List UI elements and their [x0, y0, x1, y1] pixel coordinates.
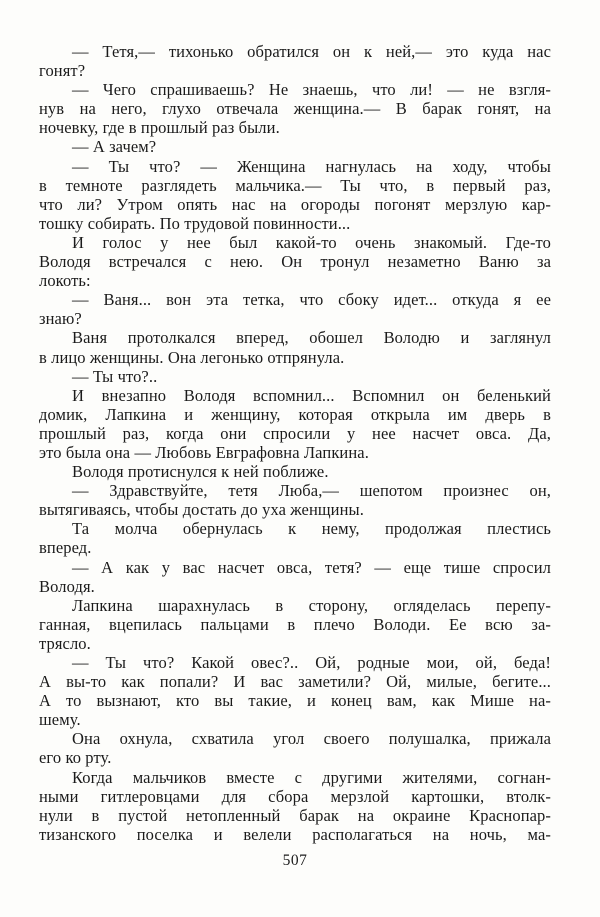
text-line: Та молча обернулась к нему, продолжая плестись: [72, 519, 551, 539]
text-line: Ваня протолкался вперед, обошел Володю и заглянул: [72, 328, 551, 348]
text-line: — Ты что? — Женщина нагнулась на ходу, чтобы: [72, 156, 551, 176]
text-line: А вы-то как попали? И вас заметили? Ой, милые, бегите...: [39, 672, 551, 692]
text-line: в лицо женщины. Она легонько отпрянула.: [39, 347, 345, 367]
text-line: что ли? Утром опять нас на огороды погонят мерзлую кар-: [39, 194, 551, 214]
text-line: ганная, вцепилась пальцами в плечо Володи. Ее всю за-: [39, 614, 551, 634]
text-line: А то вызнают, кто вы такие, и конец вам, как Мише на-: [39, 691, 551, 711]
text-line: — Тетя,— тихонько обратился он к ней,— это куда нас: [72, 42, 551, 61]
text-line: локоть:: [39, 271, 91, 291]
text-line: шему.: [39, 710, 81, 730]
text-line: знаю?: [39, 309, 82, 329]
text-line: вперед.: [39, 538, 92, 558]
text-line: И внезапно Володя вспомнил... Вспомнил он беленький: [72, 385, 551, 405]
text-line: Лапкина шарахнулась в сторону, огляделась перепу-: [72, 595, 551, 615]
text-line: — Ваня... вон эта тетка, что сбоку идет... откуда я ее: [72, 290, 551, 310]
text-line: — А как у вас насчет овса, тетя? — еще тише спросил: [72, 557, 551, 577]
text-line: тизанского поселка и велели располагаться на ночь, ма-: [39, 824, 551, 844]
page-text-block: [39, 42, 551, 844]
text-line: Володя протиснулся к ней поближе.: [72, 462, 329, 482]
text-line: вытягиваясь, чтобы достать до уха женщины.: [39, 500, 364, 520]
text-line: Она охнула, схватила угол своего полушалка, прижала: [72, 729, 551, 749]
text-line: нули в пустой нетопленный барак на окраине Краснопар-: [39, 805, 551, 825]
text-line: ными гитлеровцами для сбора мерзлой картошки, втолк-: [39, 786, 551, 806]
text-line: Когда мальчиков вместе с другими жителями, согнан-: [72, 767, 551, 787]
page-number: 507: [282, 852, 308, 869]
text-line: трясло.: [39, 633, 91, 653]
text-line: это была она — Любовь Евграфовна Лапкина.: [39, 442, 369, 462]
text-line: — А зачем?: [72, 137, 157, 157]
text-line: в темноте разглядеть мальчика.— Ты что, в первый раз,: [39, 175, 551, 195]
text-line: его ко рту.: [39, 748, 112, 768]
text-line: гонят?: [39, 61, 86, 81]
text-line: Володя.: [39, 576, 95, 596]
text-line: нув на него, глухо отвечала женщина.— В барак гонят, на: [39, 99, 551, 119]
text-line: — Ты что?..: [72, 366, 158, 386]
text-line: — Чего спрашиваешь? Не знаешь, что ли! — не взгля-: [72, 80, 551, 100]
text-line: домик, Лапкина и женщину, которая открыла им дверь в: [39, 404, 551, 424]
text-line: — Ты что? Какой овес?.. Ой, родные мои, ой, беда!: [72, 653, 551, 672]
text-line: ночевку, где в прошлый раз были.: [39, 118, 280, 138]
text-line: прошлый раз, когда они спросили у нее насчет овса. Да,: [39, 423, 551, 443]
text-line: Володя встречался с нею. Он тронул незаметно Ваню за: [39, 252, 551, 272]
text-line: И голос у нее был какой-то очень знакомый. Где-то: [72, 232, 551, 252]
text-line: тошку собирать. По трудовой повинности...: [39, 213, 351, 233]
text-line: — Здравствуйте, тетя Люба,— шепотом произнес он,: [72, 481, 551, 501]
